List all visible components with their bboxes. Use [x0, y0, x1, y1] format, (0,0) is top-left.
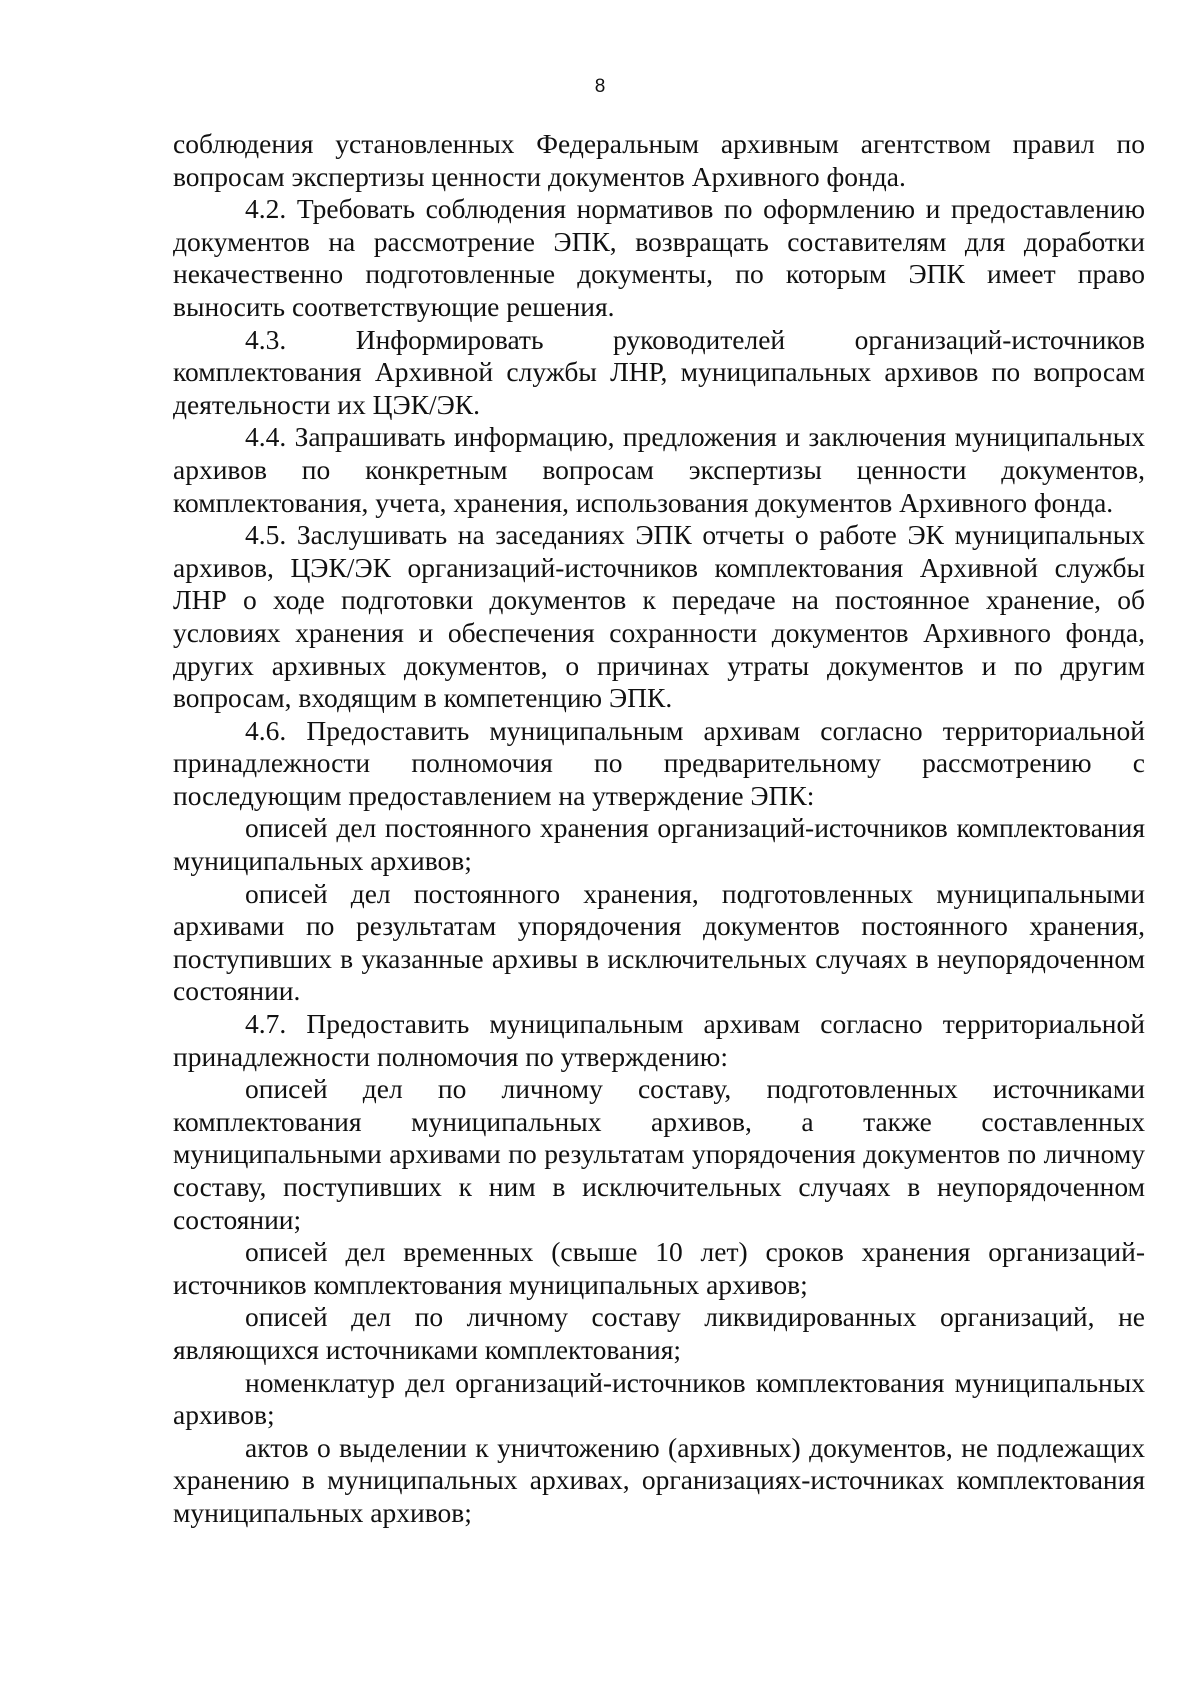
- list-item: описей дел временных (свыше 10 лет) сроков хранения организаций-источников комплектования муниципальных архивов;: [173, 1236, 1145, 1300]
- paragraph-4-2: 4.2. Требовать соблюдения нормативов по оформлению и предоставлению документов на рассмотрение ЭПК, возвращать составителям для доработки некачественно подготовленные документы, по которым ЭПК имеет право выносить соответствующие решения.: [173, 193, 1145, 322]
- list-item: актов о выделении к уничтожению (архивных) документов, не подлежащих хранению в муниципальных архивах, организациях-источниках комплектования муниципальных архивов;: [173, 1431, 1145, 1528]
- list-item: описей дел постоянного хранения, подготовленных муниципальными архивами по результатам упорядочения документов постоянного хранения, поступивших в указанные архивы в исключительных случаях в неупорядоченном состоянии.: [173, 877, 1145, 1007]
- paragraph-continuation: соблюдения установленных Федеральным архивным агентством правил по вопросам экспертизы ценности документов Архивного фонда.: [173, 128, 1145, 192]
- paragraph-4-5: 4.5. Заслушивать на заседаниях ЭПК отчеты о работе ЭК муниципальных архивов, ЦЭК/ЭК организаций-источников комплектования Архивной службы ЛНР о ходе подготовки документов к передаче на постоянное хранение, об условиях хранения и обеспечения сохранности документов Архивного фонда, других архивных документов, о причинах утраты документов и по другим вопросам, входящим в компетенцию ЭПК.: [173, 519, 1145, 714]
- list-item: описей дел по личному составу ликвидированных организаций, не являющихся источниками комплектования;: [173, 1301, 1145, 1365]
- paragraph-4-3: 4.3. Информировать руководителей организаций-источников комплектования Архивной службы ЛНР, муниципальных архивов по вопросам деятельности их ЦЭК/ЭК.: [173, 323, 1145, 420]
- list-item: описей дел постоянного хранения организаций-источников комплектования муниципальных архивов;: [173, 812, 1145, 877]
- list-item: номенклатур дел организаций-источников комплектования муниципальных архивов;: [173, 1366, 1145, 1431]
- paragraph-4-7: 4.7. Предоставить муниципальным архивам согласно территориальной принадлежности полномочия по утверждению:: [173, 1008, 1145, 1072]
- page-number: 8: [594, 76, 606, 97]
- paragraph-4-4: 4.4. Запрашивать информацию, предложения и заключения муниципальных архивов по конкретным вопросам экспертизы ценности документов, комплектования, учета, хранения, использования документов Архивного фонда.: [173, 421, 1145, 518]
- document-body: [173, 128, 1145, 1530]
- list-item: описей дел по личному составу, подготовленных источниками комплектования муниципальных архивов, а также составленных муниципальными архивами по результатам упорядочения документов по личному составу, поступивших к ним в исключительных случаях в неупорядоченном состоянии;: [173, 1073, 1145, 1235]
- paragraph-4-6: 4.6. Предоставить муниципальным архивам согласно территориальной принадлежности полномочия по предварительному рассмотрению с последующим предоставлением на утверждение ЭПК:: [173, 714, 1145, 811]
